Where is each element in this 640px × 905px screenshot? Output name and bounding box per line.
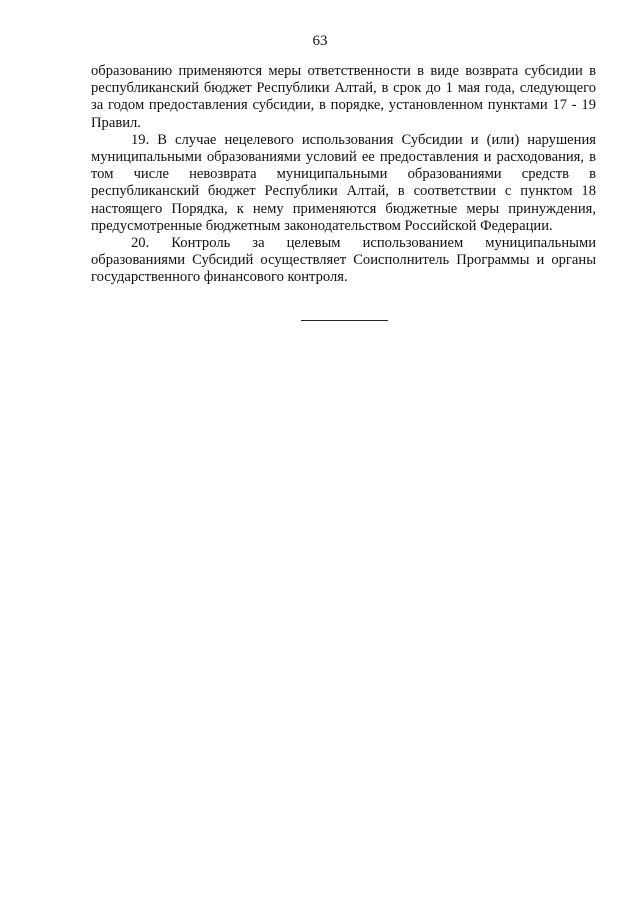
document-body <box>91 63 596 287</box>
paragraph-item-20: 20. Контроль за целевым использованием муниципальными образованиями Субсидий осуществляет Соисполнитель Программы и органы государственного финансового контроля. <box>91 235 596 286</box>
end-of-document-rule <box>301 320 388 321</box>
paragraph-continuation: образованию применяются меры ответственности в виде возврата субсидии в республиканский бюджет Республики Алтай, в срок до 1 мая года, следующего за годом предоставления субсидии, в порядке, установленном пунктами 17 - 19 Правил. <box>91 63 596 131</box>
paragraph-item-19: 19. В случае нецелевого использования Субсидии и (или) нарушения муниципальными образованиями условий ее предоставления и расходования, в том числе невозврата муниципальными образованиями средств в республиканский бюджет Республики Алтай, в соответствии с пунктом 18 настоящего Порядка, к нему применяются бюджетные меры принуждения, предусмотренные бюджетным законодательством Российской Федерации. <box>91 131 596 234</box>
page-number: 63 <box>312 33 328 49</box>
